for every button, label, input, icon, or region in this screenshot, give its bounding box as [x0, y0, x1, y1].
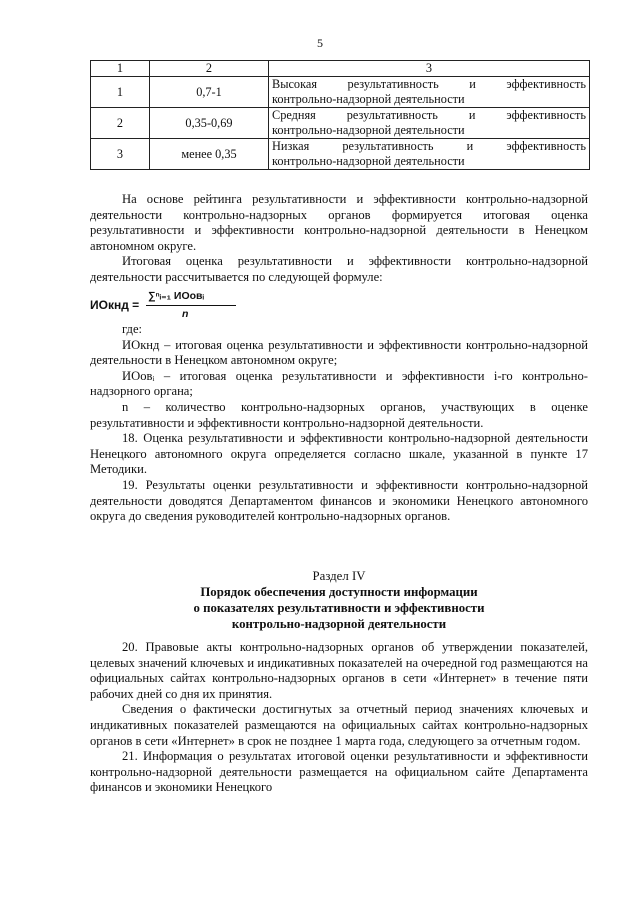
section-label: Раздел IV — [312, 569, 366, 583]
formula — [90, 290, 390, 320]
paragraph: 21. Информация о результатах итоговой оценки результативности и эффективности контрольно-надзорной деятельности размещается на официальном сайте Департамента финансов и экономики Ненецкого — [90, 749, 588, 795]
row-number: 1 — [91, 77, 150, 108]
definition: ИОовᵢ – итоговая оценка результативности и эффективности i-го контрольно-надзорного органа; — [90, 368, 588, 399]
section-title-line: контрольно-надзорной деятельности — [231, 617, 447, 631]
table-row — [91, 108, 590, 139]
grade-description — [269, 77, 590, 108]
section-text — [90, 640, 588, 796]
table-header-cell: 1 — [91, 61, 150, 77]
grade-table — [90, 60, 590, 170]
score-range: 0,35-0,69 — [150, 108, 269, 139]
page-number: 5 — [317, 36, 323, 50]
paragraph: 20. Правовые акты контрольно-надзорных органов об утверждении показателей, целевых значений ключевых и индикативных показателей на очередной год размещаются на официальных сайтах контрольно-надзорных органов в сети «Интернет» в течение пяти рабочих дней со дня их принятия. — [90, 640, 588, 701]
grade-description-line: Средняя результативность и эффективность — [272, 108, 586, 122]
table-header-cell: 2 — [150, 61, 269, 77]
definition: n – количество контрольно-надзорных органов, участвующих в оценке результативности и эффективности контрольно-надзорной деятельности. — [90, 399, 588, 430]
paragraph: Итоговая оценка результативности и эффективности контрольно-надзорной деятельности рассчитывается по следующей формуле: — [90, 254, 588, 284]
score-range: 0,7-1 — [150, 77, 269, 108]
paragraph: На основе рейтинга результативности и эффективности контрольно-надзорной деятельности контрольно-надзорных органов формируется итоговая оценка результативности и эффективности контрольно-надзорной деятельности в Ненецком автономном округе. — [90, 192, 588, 253]
paragraph: 18. Оценка результативности и эффективности контрольно-надзорной деятельности Ненецкого автономного округа определяется согласно шкале, указанной в пункте 17 Методики. — [90, 431, 588, 477]
table-row — [91, 77, 590, 108]
table-header-row — [91, 61, 590, 77]
table-row — [91, 139, 590, 170]
formula-denominator: n — [182, 308, 189, 320]
paragraph: 19. Результаты оценки результативности и эффективности контрольно-надзорной деятельности доводятся Департаментом финансов и экономики Ненецкого автономного округа до сведения руководителей контрольно-надзорных органов. — [90, 477, 588, 524]
section-title-line: Порядок обеспечения доступности информации — [200, 585, 478, 599]
row-number: 2 — [91, 108, 150, 139]
grade-description-line: Низкая результативность и эффективность — [272, 139, 586, 153]
formula-lhs: ИОкнд = — [90, 298, 140, 312]
row-number: 3 — [91, 139, 150, 170]
grade-description-line: контрольно-надзорной деятельности — [272, 154, 465, 168]
grade-description — [269, 108, 590, 139]
grade-description-line: контрольно-надзорной деятельности — [272, 123, 465, 137]
grade-description-line: Высокая результативность и эффективность — [272, 77, 586, 91]
formula-numerator: ∑ⁿᵢ₌₁ ИОовᵢ — [148, 290, 204, 302]
paragraph: Сведения о фактически достигнутых за отчетный период значениях ключевых и индикативных показателей размещаются на официальных сайтах контрольно-надзорных органов в сети «Интернет» в срок не позднее 1 марта года, следующего за отчетным годом. — [90, 702, 588, 748]
intro-text — [90, 192, 588, 286]
fraction-bar — [146, 305, 236, 306]
section-heading — [90, 568, 588, 632]
definitions — [90, 322, 588, 525]
table-header-cell: 3 — [269, 61, 590, 77]
grade-description — [269, 139, 590, 170]
where-label: где: — [122, 322, 143, 336]
grade-description-line: контрольно-надзорной деятельности — [272, 92, 465, 106]
score-range: менее 0,35 — [150, 139, 269, 170]
definition: ИОкнд – итоговая оценка результативности и эффективности контрольно-надзорной деятельности в Ненецком автономном округе; — [90, 337, 588, 368]
section-title-line: о показателях результативности и эффективности — [193, 601, 485, 615]
